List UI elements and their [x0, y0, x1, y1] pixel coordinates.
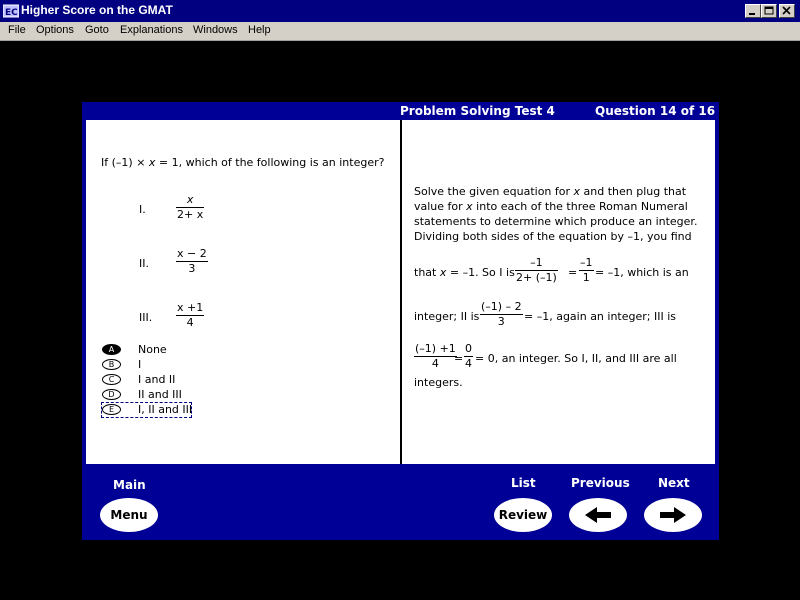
explanation-line-5a: that x = –1. So I is [414, 266, 515, 279]
close-button[interactable] [779, 4, 795, 18]
minimize-icon [746, 5, 760, 17]
next-caption: Next [658, 476, 690, 490]
explanation-equals-2: = [454, 352, 464, 365]
menu-options[interactable]: Options [36, 24, 74, 36]
question-content [86, 120, 715, 464]
explanation-fraction-5: 0 4 [465, 342, 472, 370]
explanation-line-4: Dividing both sides of the equation by –1, you find [414, 230, 692, 243]
statement-2-numeral: II. [139, 257, 149, 270]
explanation-fraction-2: –1 1 [580, 256, 593, 284]
choice-c-bubble[interactable]: C [102, 374, 121, 385]
focus-rectangle [101, 402, 192, 418]
explanation-equals-1: = [568, 266, 578, 279]
explanation-fraction-4: (–1) +1 4 [415, 342, 456, 370]
arrow-left-icon [569, 498, 627, 532]
choice-d-bubble[interactable]: D [102, 389, 121, 400]
menu-file[interactable]: File [8, 24, 26, 36]
choice-e-bubble[interactable]: E [102, 404, 121, 415]
content-divider [400, 120, 402, 464]
statement-1-fraction: x 2+ x [177, 193, 204, 221]
statement-1-numeral: I. [139, 203, 146, 216]
window-titlebar [0, 0, 800, 22]
explanation-line-7b: = 0, an integer. So I, II, and III are all [475, 352, 677, 365]
next-button[interactable] [644, 498, 702, 532]
menu-windows[interactable]: Windows [193, 24, 238, 36]
answer-choice-b[interactable] [102, 359, 202, 372]
review-button[interactable]: Review [494, 498, 552, 532]
svg-text:EC: EC [5, 8, 18, 18]
explanation-fraction-3: (–1) – 2 3 [481, 300, 522, 328]
minimize-button[interactable] [745, 4, 761, 18]
choice-b-label: I [138, 358, 142, 371]
statement-3-fraction: x +1 4 [177, 301, 204, 329]
statement-2-fraction: x − 2 3 [177, 247, 207, 275]
previous-caption: Previous [571, 476, 630, 490]
list-caption: List [511, 476, 536, 490]
explanation-line-6a: integer; II is [414, 310, 480, 323]
choice-c-label: I and II [138, 373, 176, 386]
statement-3-numeral: III. [139, 311, 153, 324]
test-title: Problem Solving Test 4 [400, 104, 555, 118]
answer-choice-c[interactable] [102, 374, 202, 387]
menu-goto[interactable]: Goto [85, 24, 109, 36]
question-counter: Question 14 of 16 [595, 104, 716, 118]
close-icon [780, 5, 794, 17]
menu-help[interactable]: Help [248, 24, 271, 36]
choice-e-label: I, II and III [138, 403, 193, 416]
menu-explanations[interactable]: Explanations [120, 24, 183, 36]
choice-b-bubble[interactable]: B [102, 359, 121, 370]
answer-choice-a[interactable] [102, 344, 202, 357]
explanation-fraction-1: –1 2+ (–1) [516, 256, 557, 284]
previous-button[interactable] [569, 498, 627, 532]
main-caption: Main [113, 478, 146, 492]
explanation-line-2: value for x into each of the three Roman Numeral [414, 200, 688, 213]
question-stem: If (–1) × x = 1, which of the following is an integer? [101, 156, 385, 169]
maximize-button[interactable] [761, 4, 777, 18]
explanation-line-6b: = –1, again an integer; III is [524, 310, 677, 323]
app-icon [3, 4, 19, 18]
choice-a-bubble[interactable]: A [102, 344, 121, 355]
test-panel [82, 102, 719, 540]
menu-button[interactable]: Menu [100, 498, 158, 532]
maximize-icon [762, 5, 776, 17]
explanation-line-1: Solve the given equation for x and then plug that [414, 185, 687, 198]
explanation-line-8: integers. [414, 376, 463, 389]
explanation-line-5c: = –1, which is an [595, 266, 689, 279]
explanation-line-3: statements to determine which produce an integer. [414, 215, 698, 228]
choice-a-label: None [138, 343, 167, 356]
arrow-right-icon [644, 498, 702, 532]
choice-d-label: II and III [138, 388, 182, 401]
answer-choice-d[interactable] [102, 389, 202, 402]
menu-bar [0, 22, 800, 41]
window-title: Higher Score on the GMAT [21, 3, 173, 17]
